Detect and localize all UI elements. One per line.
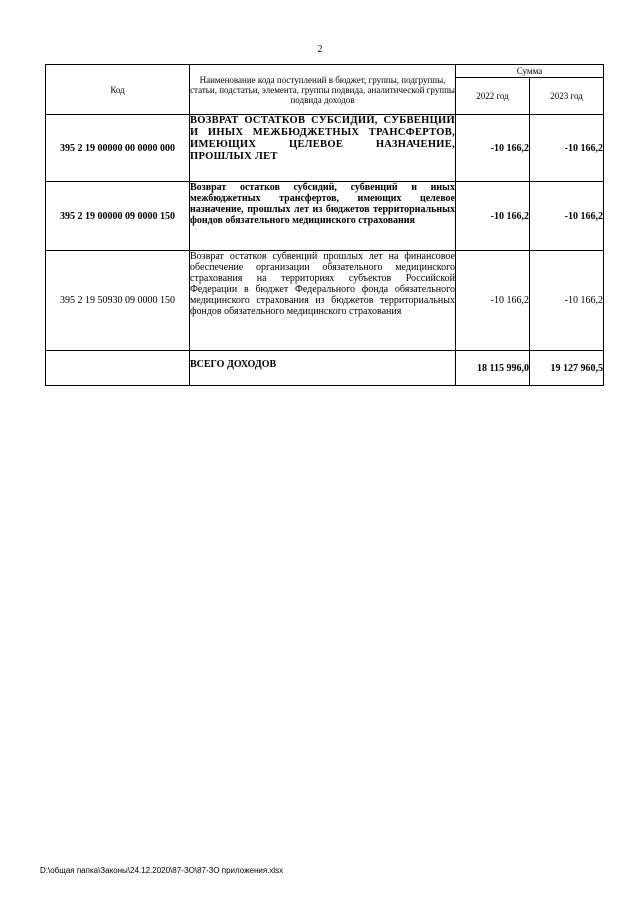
row-value-2022: -10 166,2	[456, 182, 530, 251]
total-label: ВСЕГО ДОХОДОВ	[190, 351, 456, 386]
row-name: Возврат остатков субвенций прошлых лет на финансовое обеспечение организации обязательного медицинского страхования на территориях субъектов Российской Федерации в бюджет Федерального фонда обязательного медицинского страхования из бюджетов территориальных фондов обязательного медицинского страхования	[190, 251, 456, 351]
header-year-2023: 2023 год	[530, 78, 604, 115]
page-number: 2	[317, 44, 323, 55]
income-table	[45, 64, 604, 386]
row-code: 395 2 19 00000 00 0000 000	[46, 115, 190, 182]
total-code-cell	[46, 351, 190, 386]
header-name: Наименование кода поступлений в бюджет, группы, подгруппы, статьи, подстатьи, элемента, группы подвида, аналитической группы подвида доходов	[190, 65, 456, 115]
total-row	[46, 351, 604, 386]
header-sum: Сумма	[456, 65, 604, 78]
file-path-footer: D:\общая папка\Законы\24.12.2020\87-ЗО\87-ЗО приложения.xlsx	[40, 866, 284, 875]
row-name: Возврат остатков субсидий, субвенций и иных межбюджетных трансфертов, имеющих целевое назначение, прошлых лет из бюджетов территориальных фондов обязательного медицинского страхования	[190, 182, 456, 251]
table-row	[46, 182, 604, 251]
row-value-2023: -10 166,2	[530, 182, 604, 251]
row-value-2023: -10 166,2	[530, 251, 604, 351]
total-value-2022: 18 115 996,0	[456, 351, 530, 386]
row-value-2022: -10 166,2	[456, 251, 530, 351]
table-row	[46, 115, 604, 182]
total-value-2023: 19 127 960,5	[530, 351, 604, 386]
header-year-2022: 2022 год	[456, 78, 530, 115]
table-row	[46, 251, 604, 351]
row-name: ВОЗВРАТ ОСТАТКОВ СУБСИДИЙ, СУБВЕНЦИЙ И ИНЫХ МЕЖБЮДЖЕТНЫХ ТРАНСФЕРТОВ, ИМЕЮЩИХ ЦЕЛЕВОЕ НАЗНАЧЕНИЕ, ПРОШЛЫХ ЛЕТ	[190, 115, 456, 182]
table-header-row	[46, 65, 604, 78]
row-code: 395 2 19 50930 09 0000 150	[46, 251, 190, 351]
header-code: Код	[46, 65, 190, 115]
row-value-2023: -10 166,2	[530, 115, 604, 182]
row-value-2022: -10 166,2	[456, 115, 530, 182]
row-code: 395 2 19 00000 09 0000 150	[46, 182, 190, 251]
